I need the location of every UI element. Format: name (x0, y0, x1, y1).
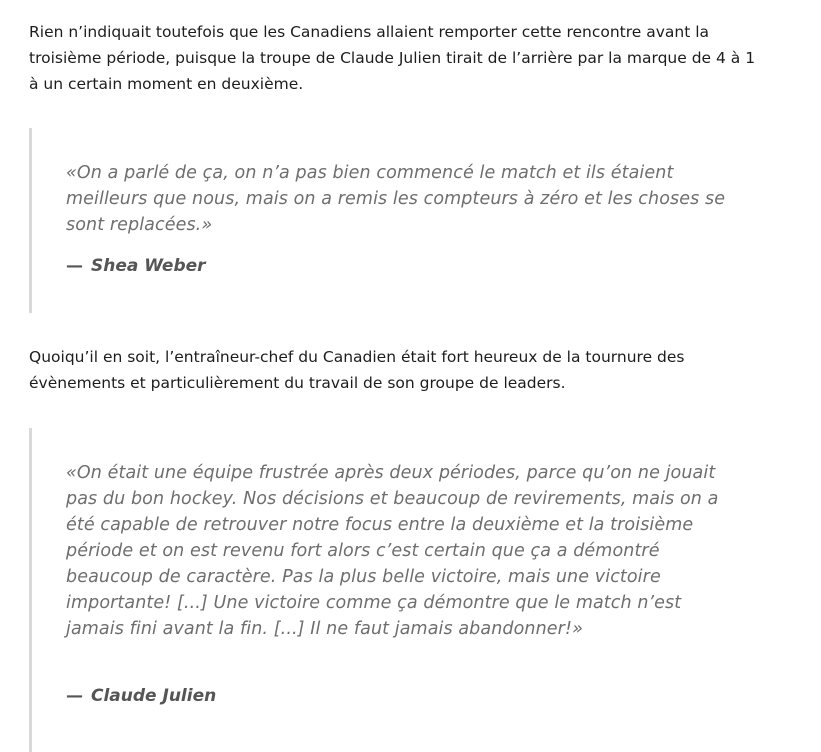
quote-author: Shea Weber (91, 256, 206, 276)
quote-author: Claude Julien (91, 686, 217, 706)
article-paragraph: Quoiqu’il en soit, l’entraîneur-chef du Canadien était fort heureux de la tournure des évènements et particulièrement du travail de son groupe de leaders. (29, 348, 685, 392)
quote-citation (66, 256, 206, 276)
blockquote (29, 128, 769, 313)
citation-dash: — (66, 256, 83, 276)
blockquote (29, 428, 769, 752)
citation-dash: — (66, 686, 83, 706)
article-paragraph: Rien n’indiquait toutefois que les Canadiens allaient remporter cette rencontre avant la troisième période, puisque la troupe de Claude Julien tirait de l’arrière par la marque de 4 à 1 à un certain moment en deuxième. (29, 23, 756, 93)
quote-citation (66, 686, 216, 706)
quote-text: «On était une équipe frustrée après deux périodes, parce qu’on ne jouait pas du bon hockey. Nos décisions et beaucoup de revirements, mais on a été capable de retrouver notre focus entre la deuxième et la troisième période et on est revenu fort alors c’est certain que ça a démontré beaucoup de caractère. Pas la plus belle victoire, mais une victoire importante! [...] Une victoire comme ça démontre que le match n’est jamais fini avant la fin. [...] Il ne faut jamais abandonner!» (66, 463, 719, 639)
quote-text: «On a parlé de ça, on n’a pas bien commencé le match et ils étaient meilleurs que nous, mais on a remis les compteurs à zéro et les choses se sont replacées.» (66, 163, 726, 235)
